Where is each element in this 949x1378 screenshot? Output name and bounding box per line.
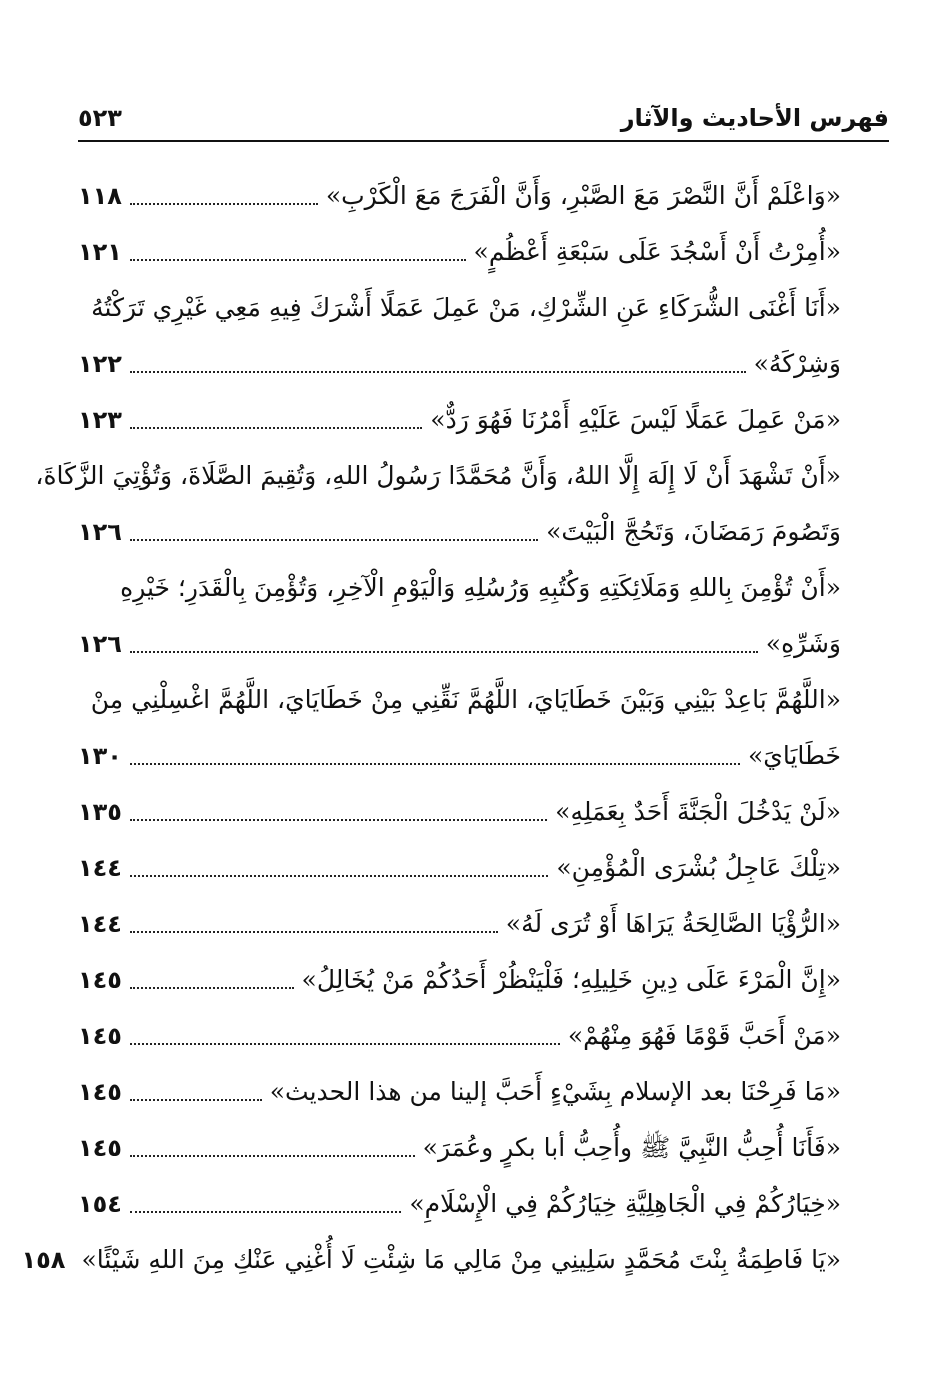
entry-page-number: ١٣٠ [78,742,122,770]
entry-line-final [78,1064,841,1120]
entry-line-final [78,728,841,784]
index-entry [21,1232,841,1288]
entry-line-final [78,784,841,840]
hadith-text: «يَا فَاطِمَةُ بِنْتَ مُحَمَّدٍ سَلِينِي مِنْ مَالِي مَا شِئْتِ لَا أُغْنِي عَنْكِ مِنَ اللهِ شَيْئًا» [81,1245,841,1274]
hadith-text: «خِيَارُكُمْ فِي الْجَاهِلِيَّةِ خِيَارُكُمْ فِي الْإِسْلَامِ» [409,1189,841,1218]
dot-leader [130,651,758,653]
dot-leader [130,1099,262,1101]
entry-line-final [78,1120,841,1176]
index-entry [78,224,841,280]
entry-page-number: ١٤٤ [78,910,122,938]
entry-page-number: ١٤٥ [78,1022,122,1050]
index-entry [78,168,841,224]
entry-page-number: ١٤٤ [78,854,122,882]
index-entry [78,280,841,392]
entry-line [78,560,841,616]
entry-line-final [78,336,841,392]
entry-line-final [78,896,841,952]
hadith-text: وَتَصُومَ رَمَضَانَ، وَتَحُجَّ الْبَيْتَ» [546,517,841,546]
entry-page-number: ١٢١ [78,238,122,266]
hadith-text: خَطَايَايَ» [747,741,841,770]
entry-page-number: ١٣٥ [78,798,122,826]
entry-page-number: ١٤٥ [78,966,122,994]
entry-line-final [78,392,841,448]
header-rule [78,140,889,142]
page-number: ٥٢٣ [78,104,122,132]
entry-line-final [78,1008,841,1064]
hadith-text: «فَأَنَا أُحِبُّ النَّبِيَّ ﷺ وأُحِبُّ أبا بكرٍ وعُمَرَ» [422,1133,841,1162]
entry-line-final [78,616,841,672]
dot-leader [130,1155,415,1157]
entry-page-number: ١٢٦ [78,518,122,546]
dot-leader [130,819,547,821]
hadith-index-list [21,168,841,1288]
hadith-text: «أُمِرْتُ أَنْ أَسْجُدَ عَلَى سَبْعَةِ أَعْظُمٍ» [473,237,841,266]
entry-line-final [78,504,841,560]
entry-line-final [21,1232,841,1288]
entry-line-final [78,168,841,224]
index-entry [78,840,841,896]
entry-line-final [78,1176,841,1232]
entry-line [78,280,841,336]
entry-page-number: ١٤٥ [78,1078,122,1106]
dot-leader [130,931,498,933]
hadith-text: «اللَّهُمَّ بَاعِدْ بَيْنِي وَبَيْنَ خَطَايَايَ، اللَّهُمَّ نَقِّنِي مِنْ خَطَايَايَ، اللَّهُمَّ اغْسِلْنِي مِنْ [90,685,841,714]
hadith-text: «أَنْ تُؤْمِنَ بِاللهِ وَمَلَائِكَتِهِ وَكُتُبِهِ وَرُسُلِهِ وَالْيَوْمِ الْآخِرِ، وَتُؤْمِنَ بِالْقَدَرِ؛ خَيْرِهِ [120,573,841,602]
hadith-text: «وَاعْلَمْ أَنَّ النَّصْرَ مَعَ الصَّبْرِ، وَأَنَّ الْفَرَجَ مَعَ الْكَرْبِ» [325,181,841,210]
dot-leader [130,875,548,877]
dot-leader [130,987,294,989]
hadith-text: «مَنْ عَمِلَ عَمَلًا لَيْسَ عَلَيْهِ أَمْرُنَا فَهُوَ رَدٌّ» [430,405,841,434]
index-entry [78,1176,841,1232]
dot-leader [130,427,422,429]
index-entry [78,672,841,784]
entry-page-number: ١١٨ [78,182,122,210]
dot-leader [130,371,746,373]
entry-page-number: ١٢٣ [78,406,122,434]
index-entry [35,448,841,560]
index-entry [78,1064,841,1120]
page-header [78,96,889,140]
dot-leader [130,259,466,261]
dot-leader [130,203,318,205]
hadith-text: «مَنْ أَحَبَّ قَوْمًا فَهُوَ مِنْهُمْ» [567,1021,841,1050]
hadith-text: «الرُّؤْيَا الصَّالِحَةُ يَرَاهَا أَوْ تُرَى لَهُ» [505,909,841,938]
dot-leader [130,1211,401,1213]
entry-line [35,448,841,504]
entry-line-final [78,952,841,1008]
index-entry [78,560,841,672]
hadith-text: «لَنْ يَدْخُلَ الْجَنَّةَ أَحَدٌ بِعَمَلِهِ» [555,797,841,826]
hadith-text: «تِلْكَ عَاجِلُ بُشْرَى الْمُؤْمِنِ» [556,853,841,882]
running-title: فهرس الأحاديث والآثار [620,104,889,132]
dot-leader [130,1043,560,1045]
dot-leader [130,539,538,541]
index-entry [78,896,841,952]
hadith-text: «أَنَا أَغْنَى الشُّرَكَاءِ عَنِ الشِّرْكِ، مَنْ عَمِلَ عَمَلًا أَشْرَكَ فِيهِ مَعِي غَيْرِي تَرَكْتُهُ [91,293,841,322]
hadith-text: وَشَرِّهِ» [765,629,841,658]
hadith-text: «أَنْ تَشْهَدَ أَنْ لَا إِلَهَ إِلَّا اللهُ، وَأَنَّ مُحَمَّدًا رَسُولُ اللهِ، وَتُقِيمَ الصَّلَاةَ، وَتُؤْتِيَ الزَّكَاةَ، [35,461,841,490]
dot-leader [130,763,740,765]
index-entry [78,952,841,1008]
entry-page-number: ١٥٤ [78,1190,122,1218]
hadith-text: «إِنَّ الْمَرْءَ عَلَى دِينِ خَلِيلِهِ؛ فَلْيَنْظُرْ أَحَدُكُمْ مَنْ يُخَالِلُ» [301,965,841,994]
entry-line-final [78,840,841,896]
entry-page-number: ١٢٢ [78,350,122,378]
index-entry [78,392,841,448]
entry-line [78,672,841,728]
entry-page-number: ١٥٨ [21,1246,66,1274]
index-entry [78,1120,841,1176]
hadith-text: «مَا فَرِحْنَا بعد الإسلام بِشَيْءٍ أَحَبَّ إلينا من هذا الحديث» [269,1077,841,1106]
index-entry [78,784,841,840]
entry-line-final [78,224,841,280]
hadith-text: وَشِرْكَهُ» [753,349,841,378]
index-entry [78,1008,841,1064]
entry-page-number: ١٤٥ [78,1134,122,1162]
entry-page-number: ١٢٦ [78,630,122,658]
